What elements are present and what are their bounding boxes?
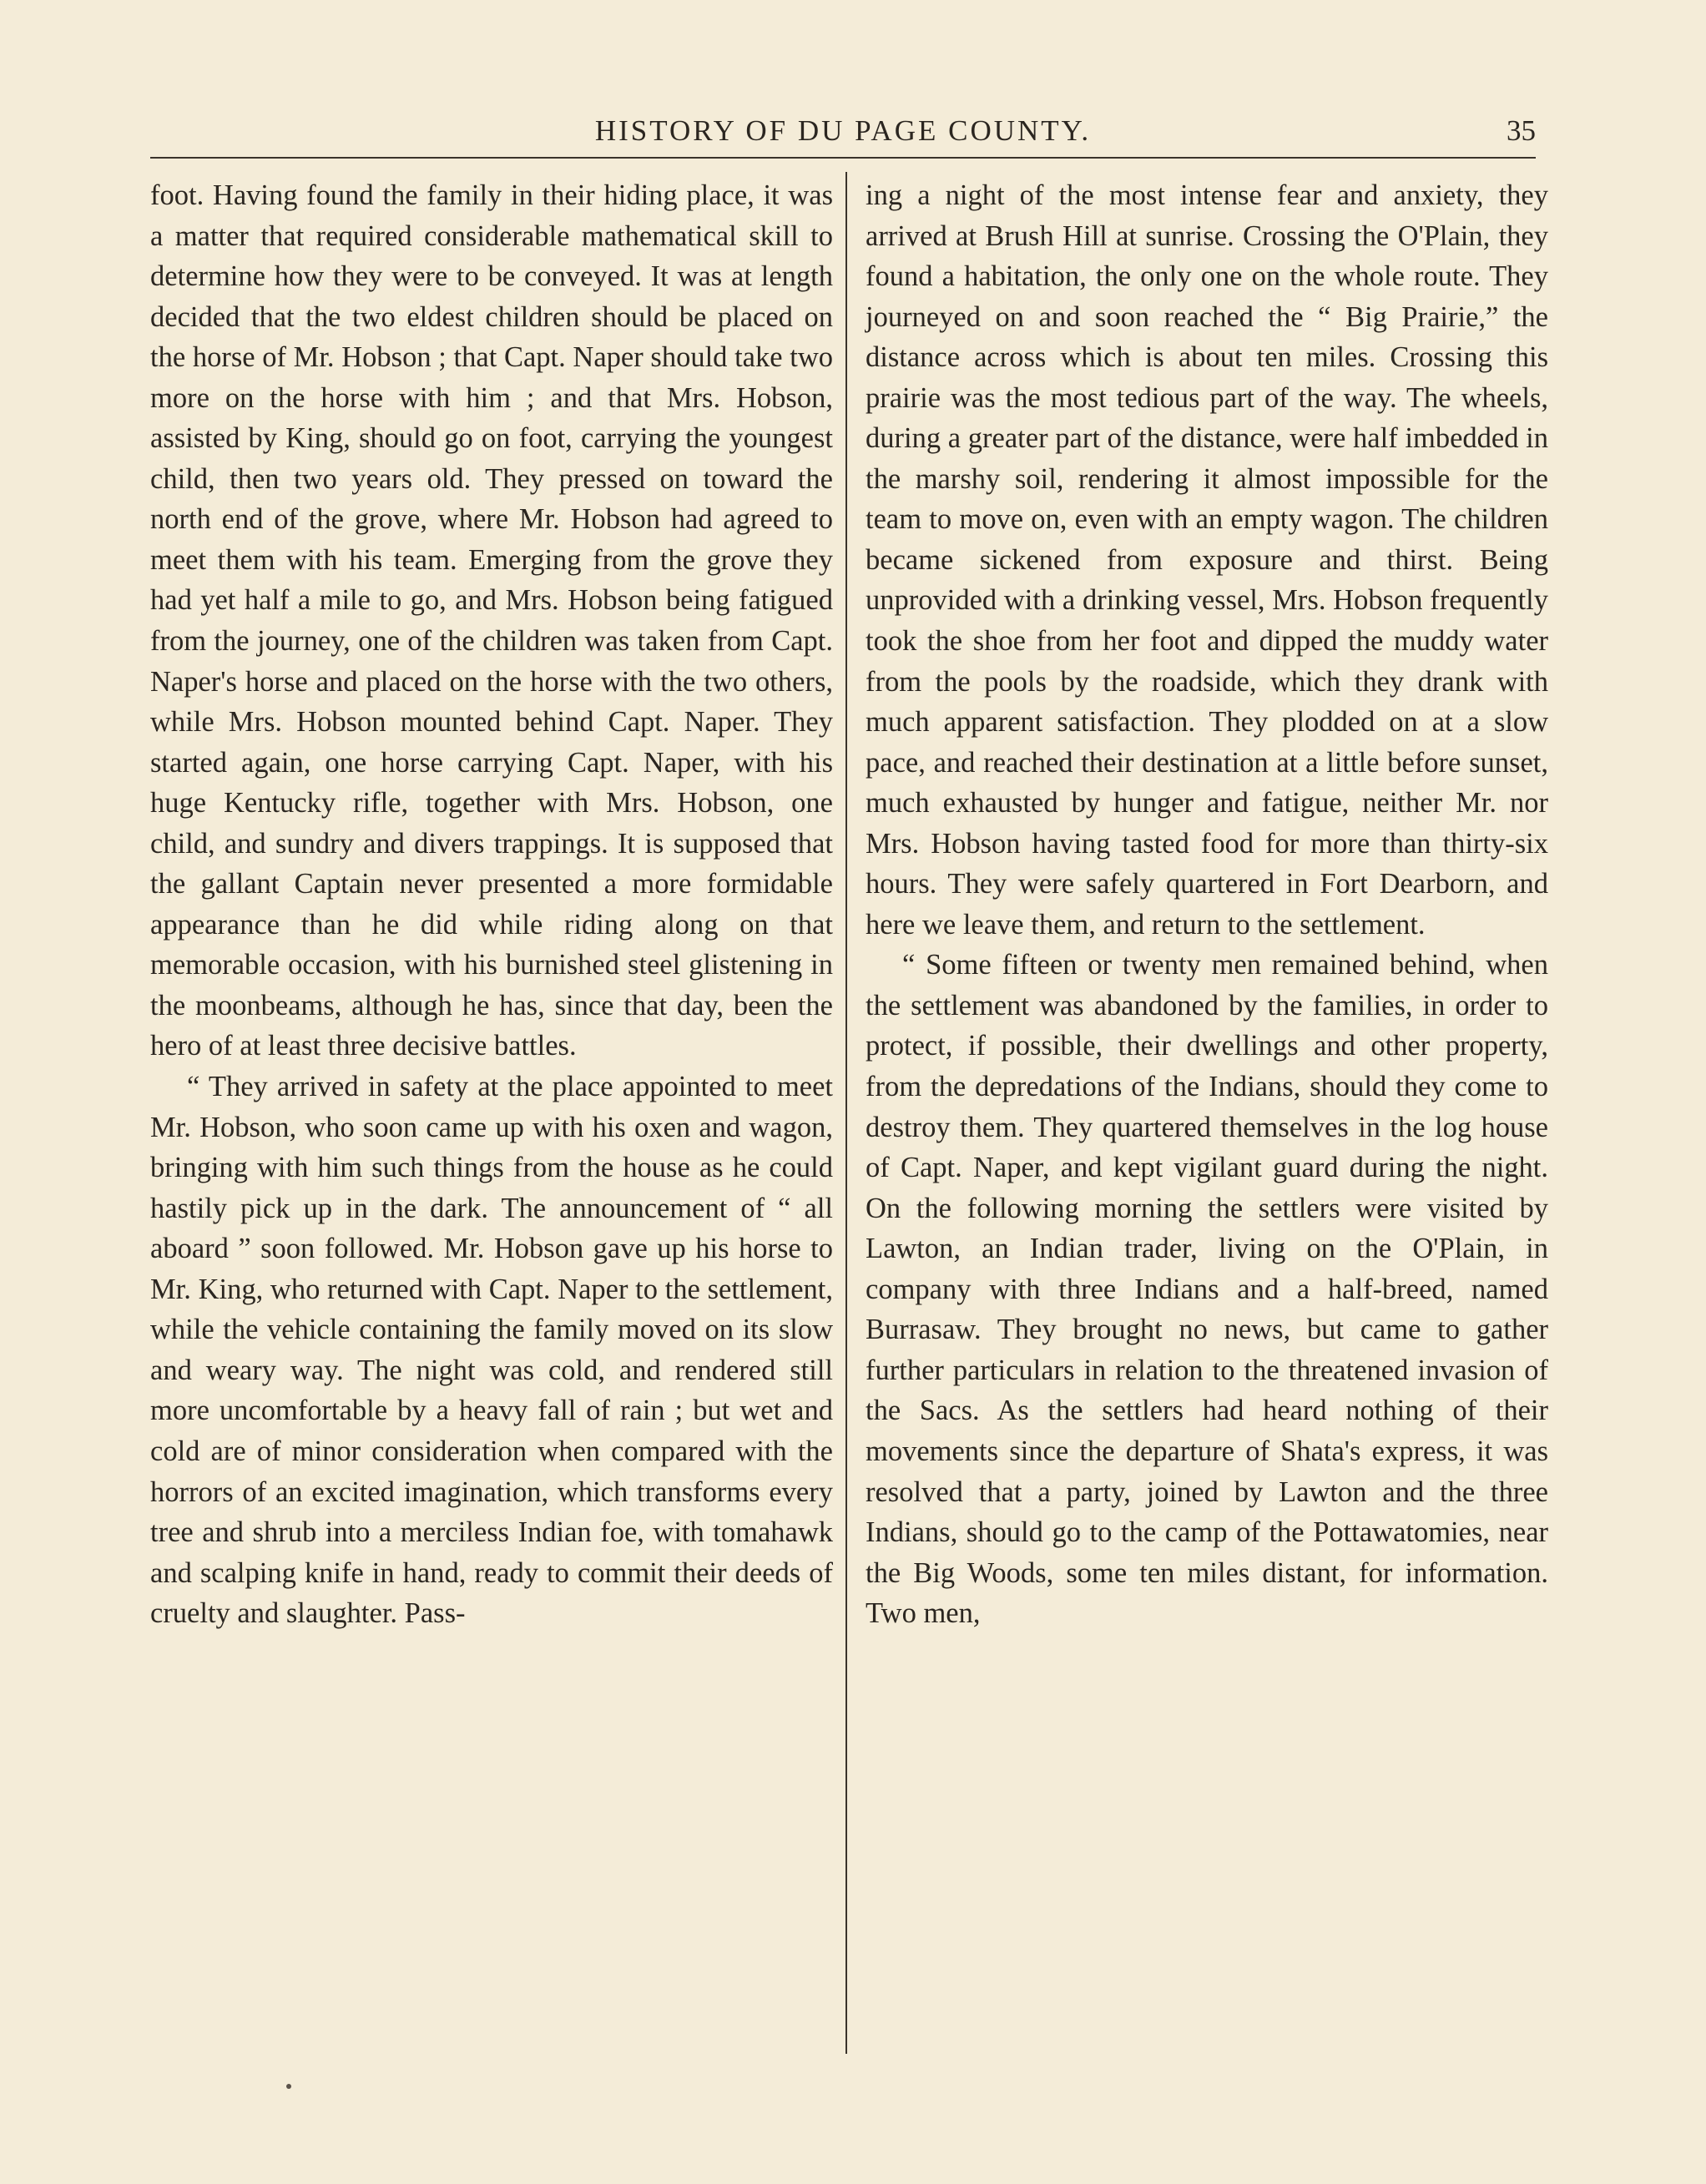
- header-rule: [150, 157, 1536, 159]
- right-paragraph-1: ing a night of the most intense fear and anxiety, they arrived at Brush Hill at sunrise. Crossing the O'Plain, they found a habitation, the only one on the whole route. They journeyed on and soon reached the “ Big Prairie,” the distance across which is about ten miles. Crossing this prairie was the most tedious part of the way. The wheels, during a greater part of the distance, were half imbedded in the marshy soil, rendering it almost impossible for the team to move on, even with an empty wagon. The children became sickened from exposure and thirst. Being unprovided with a drinking vessel, Mrs. Hobson frequently took the shoe from her foot and dipped the muddy water from the pools by the roadside, which they drank with much apparent satisfaction. They plodded on at a slow pace, and reached their destination at a little before sunset, much exhausted by hunger and fatigue, neither Mr. nor Mrs. Hobson having tasted food for more than thirty-six hours. They were safely quartered in Fort Dearborn, and here we leave them, and return to the settlement.: [866, 179, 1548, 941]
- right-paragraph-2: “ Some fifteen or twenty men remained behind, when the settlement was abandoned by the families, in order to protect, if possible, their dwellings and other property, from the depredations of the Indians, should they come to destroy them. They quartered themselves in the log house of Capt. Naper, and kept vigilant guard during the night. On the following morning the settlers were visited by Lawton, an Indian trader, living on the O'Plain, in company with three Indians and a half-breed, named Burrasaw. They brought no news, but came to gather further particulars in relation to the threatened invasion of the Sacs. As the settlers had heard nothing of their movements since the departure of Shata's express, it was resolved that a party, joined by Lawton and the three Indians, should go to the camp of the Pottawatomies, near the Big Woods, some ten miles distant, for information. Two men,: [866, 949, 1548, 1630]
- right-column: [866, 175, 1548, 1634]
- paper-speck: [286, 2084, 291, 2089]
- running-title: HISTORY OF DU PAGE COUNTY.: [594, 114, 1092, 147]
- running-head: [150, 110, 1536, 152]
- left-paragraph-2: “ They arrived in safety at the place appointed to meet Mr. Hobson, who soon came up with his oxen and wagon, bringing with him such things from the house as he could hastily pick up in the dark. The announcement of “ all aboard ” soon followed. Mr. Hobson gave up his horse to Mr. King, who returned with Capt. Naper to the settlement, while the vehicle containing the family moved on its slow and weary way. The night was cold, and rendered still more uncomfortable by a heavy fall of rain ; but wet and cold are of minor consideration when compared with the horrors of an excited imagination, which transforms every tree and shrub into a merciless Indian foe, with tomahawk and scalping knife in hand, ready to commit their deeds of cruelty and slaughter. Pass-: [150, 1071, 833, 1630]
- column-divider: [845, 172, 847, 2054]
- left-paragraph-1: foot. Having found the family in their hiding place, it was a matter that required considerable mathematical skill to determine how they were to be conveyed. It was at length decided that the two eldest children should be placed on the horse of Mr. Hobson ; that Capt. Naper should take two more on the horse with him ; and that Mrs. Hobson, assisted by King, should go on foot, carrying the youngest child, then two years old. They pressed on toward the north end of the grove, where Mr. Hobson had agreed to meet them with his team. Emerging from the grove they had yet half a mile to go, and Mrs. Hobson being fatigued from the journey, one of the children was taken from Capt. Naper's horse and placed on the horse with the two others, while Mrs. Hobson mounted behind Capt. Naper. They started again, one horse carrying Capt. Naper, with his huge Kentucky rifle, together with Mrs. Hobson, one child, and sundry and divers trappings. It is supposed that the gallant Captain never presented a more formidable appearance than he did while riding along on that memorable occasion, with his burnished steel glistening in the moonbeams, although he has, since that day, been the hero of at least three decisive battles.: [150, 179, 833, 1062]
- page-number: 35: [1507, 114, 1536, 147]
- left-column: [150, 175, 833, 1634]
